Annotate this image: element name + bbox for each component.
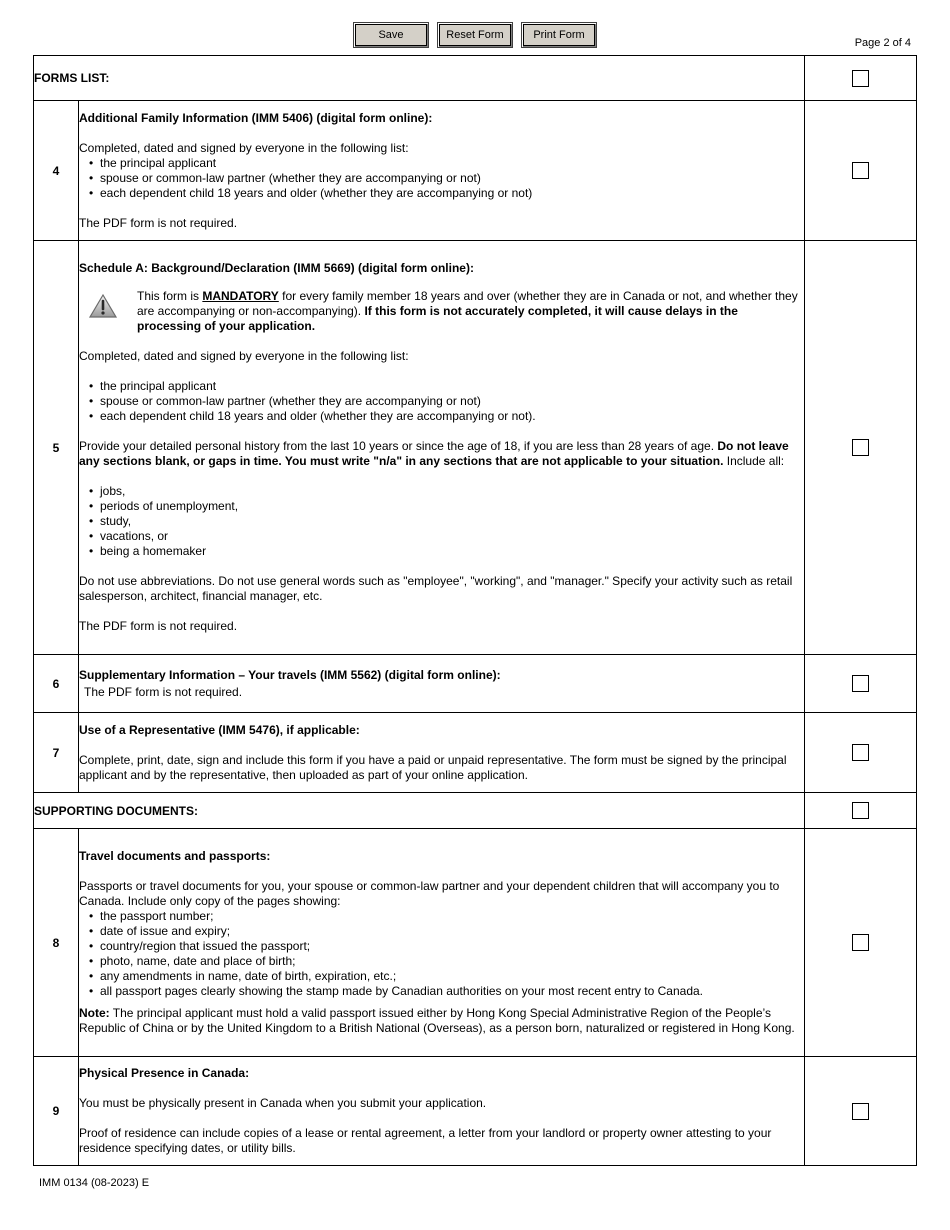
- list-item: • the principal applicant: [87, 156, 804, 171]
- item-number: 6: [34, 655, 79, 713]
- print-form-button[interactable]: Print Form: [521, 22, 597, 48]
- item-title: Use of a Representative (IMM 5476), if applicable:: [79, 722, 360, 737]
- item-body: You must be physically present in Canada when you submit your application.: [79, 1096, 487, 1110]
- list-item: • date of issue and expiry;: [87, 924, 804, 939]
- forms-list-checkbox[interactable]: [852, 70, 869, 87]
- item-number: 9: [34, 1057, 79, 1166]
- item-row-9: [34, 1057, 917, 1166]
- item-5-checkbox[interactable]: [852, 439, 869, 456]
- item-content-9: [79, 1057, 805, 1166]
- item-note: The PDF form is not required.: [79, 215, 238, 230]
- item-4-checkbox[interactable]: [852, 162, 869, 179]
- item-list: [79, 909, 804, 999]
- list-item: • being a homemaker: [87, 544, 804, 559]
- warning-bold-text: If this form is not accurately completed, it will cause delays in the processing of your application.: [137, 304, 738, 333]
- item-title: Schedule A: Background/Declaration (IMM 5669) (digital form online):: [79, 261, 474, 275]
- list-item: • each dependent child 18 years and older (whether they are accompanying or not).: [87, 409, 804, 424]
- save-button[interactable]: Save: [353, 22, 429, 48]
- item-row-7: [34, 713, 917, 793]
- list-item: • periods of unemployment,: [87, 499, 804, 514]
- forms-list-header: FORMS LIST:: [34, 56, 805, 101]
- mandatory-emphasis: MANDATORY: [202, 289, 279, 303]
- item-title: Supplementary Information – Your travels (IMM 5562) (digital form online):: [79, 667, 501, 682]
- warning-text: This form is: [137, 289, 203, 303]
- list-item: • photo, name, date and place of birth;: [87, 954, 804, 969]
- item-row-6: [34, 655, 917, 713]
- item-intro: Passports or travel documents for you, your spouse or common-law partner and your dependent children that will accompany you to Canada. Include only copy of the pages showing:: [79, 879, 780, 908]
- checklist-table: [33, 55, 917, 1166]
- item-body: Complete, print, date, sign and include this form if you have a paid or unpaid representative. The form must be signed by the principal applicant and by the representative, then uploaded as part of your online application.: [79, 752, 787, 782]
- item-content-5: [79, 241, 805, 655]
- list-item: • vacations, or: [87, 529, 804, 544]
- item-note: The PDF form is not required.: [84, 684, 243, 699]
- item-content-7: [79, 713, 805, 793]
- item-content-8: [79, 829, 805, 1057]
- mandatory-warning: [79, 289, 804, 334]
- list-item: • spouse or common-law partner (whether they are accompanying or not): [87, 394, 804, 409]
- abbreviation-note: Do not use abbreviations. Do not use general words such as "employee", "working", and "manager." Specify your activity such as retail salesperson, architect, financial manager, etc.: [79, 574, 793, 603]
- item-6-checkbox[interactable]: [852, 675, 869, 692]
- item-intro: Completed, dated and signed by everyone in the following list:: [79, 140, 409, 155]
- item-number: 5: [34, 241, 79, 655]
- item-note: The PDF form is not required.: [79, 619, 238, 633]
- item-intro: Completed, dated and signed by everyone in the following list:: [79, 349, 409, 363]
- page-indicator: Page 2 of 4: [854, 37, 911, 49]
- item-title: Travel documents and passports:: [79, 849, 271, 863]
- list-item: • jobs,: [87, 484, 804, 499]
- form-toolbar: [0, 22, 950, 50]
- item-content-6: [79, 655, 805, 713]
- list-item: • any amendments in name, date of birth, expiration, etc.;: [87, 969, 804, 984]
- item-row-8: [34, 829, 917, 1057]
- warning-text: for every family member 18 years and over (whether they are in Canada or not, and whether they are accompanying or non-accompanying).: [137, 289, 798, 318]
- supporting-header-row: [34, 793, 917, 829]
- list-item: • each dependent child 18 years and older (whether they are accompanying or not): [87, 186, 804, 201]
- item-list: [79, 156, 804, 201]
- item-7-checkbox[interactable]: [852, 744, 869, 761]
- activity-list: [79, 484, 804, 559]
- item-9-checkbox[interactable]: [852, 1103, 869, 1120]
- list-item: • study,: [87, 514, 804, 529]
- list-item: • the passport number;: [87, 909, 804, 924]
- item-title: Additional Family Information (IMM 5406) (digital form online):: [79, 110, 433, 125]
- item-list: [79, 379, 804, 424]
- item-title: Physical Presence in Canada:: [79, 1066, 250, 1080]
- item-row-5: [34, 241, 917, 655]
- passport-note: Note: The principal applicant must hold a valid passport issued either by Hong Kong Special Administrative Region of the People’s Republic of China or by the United Kingdom to a British National (Overseas), as a person born, naturalized or registered in Hong Kong.: [79, 1006, 795, 1035]
- warning-triangle-icon: [81, 289, 125, 323]
- item-8-checkbox[interactable]: [852, 934, 869, 951]
- list-item: • country/region that issued the passport;: [87, 939, 804, 954]
- supporting-documents-checkbox[interactable]: [852, 802, 869, 819]
- item-row-4: [34, 101, 917, 241]
- item-number: 4: [34, 101, 79, 241]
- list-item: • spouse or common-law partner (whether they are accompanying or not): [87, 171, 804, 186]
- form-code-footer: IMM 0134 (08-2023) E: [39, 1177, 150, 1189]
- item-body: Proof of residence can include copies of a lease or rental agreement, a letter from your landlord or property owner attesting to your residence specifying dates, or utility bills.: [79, 1126, 772, 1155]
- list-item: • the principal applicant: [87, 379, 804, 394]
- supporting-documents-header: SUPPORTING DOCUMENTS:: [34, 793, 805, 829]
- item-content-4: [79, 101, 805, 241]
- item-number: 7: [34, 713, 79, 793]
- forms-list-header-row: [34, 56, 917, 101]
- reset-form-button[interactable]: Reset Form: [437, 22, 513, 48]
- item-number: 8: [34, 829, 79, 1057]
- history-paragraph: Provide your detailed personal history from the last 10 years or since the age of 18, if you are less than 28 years of age. Do not leave any sections blank, or gaps in time. You must write "n/a" in any sections that are not applicable to your situation. Include all:: [79, 439, 789, 468]
- list-item: • all passport pages clearly showing the stamp made by Canadian authorities on your most recent entry to Canada.: [87, 984, 804, 999]
